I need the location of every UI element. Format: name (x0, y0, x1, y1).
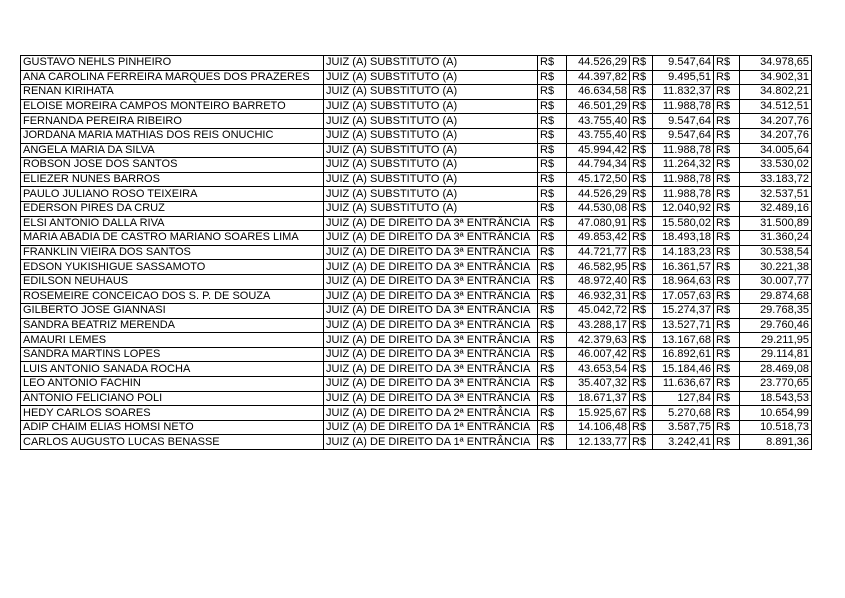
gross-value-cell: 46.007,42 (567, 347, 630, 362)
currency-cell: R$ (714, 435, 740, 450)
name-cell: EDILSON NEUHAUS (21, 274, 324, 289)
name-cell: GUSTAVO NEHLS PINHEIRO (21, 56, 324, 71)
currency-cell: R$ (714, 289, 740, 304)
role-cell: JUIZ (A) DE DIREITO DA 3ª ENTRÂNCIA (324, 289, 538, 304)
name-cell: AMAURI LEMES (21, 333, 324, 348)
name-cell: LEO ANTONIO FACHIN (21, 377, 324, 392)
deduction-value-cell: 11.636,67 (653, 377, 714, 392)
net-value-cell: 10.518,73 (740, 420, 812, 435)
name-cell: ANGELA MARIA DA SILVA (21, 143, 324, 158)
table-row (21, 158, 812, 173)
table-row (21, 245, 812, 260)
currency-cell: R$ (538, 245, 567, 260)
net-value-cell: 32.537,51 (740, 187, 812, 202)
currency-cell: R$ (714, 143, 740, 158)
currency-cell: R$ (630, 99, 653, 114)
gross-value-cell: 43.755,40 (567, 114, 630, 129)
table-row (21, 406, 812, 421)
net-value-cell: 23.770,65 (740, 377, 812, 392)
gross-value-cell: 49.853,42 (567, 231, 630, 246)
net-value-cell: 33.183,72 (740, 172, 812, 187)
net-value-cell: 30.221,38 (740, 260, 812, 275)
currency-cell: R$ (630, 347, 653, 362)
currency-cell: R$ (538, 216, 567, 231)
currency-cell: R$ (714, 260, 740, 275)
currency-cell: R$ (538, 260, 567, 275)
name-cell: MARIA ABADIA DE CASTRO MARIANO SOARES LIMA (21, 231, 324, 246)
name-cell: RENAN KIRIHATA (21, 85, 324, 100)
role-cell: JUIZ (A) DE DIREITO DA 3ª ENTRÂNCIA (324, 362, 538, 377)
name-cell: ADIP CHAIM ELIAS HOMSI NETO (21, 420, 324, 435)
currency-cell: R$ (538, 435, 567, 450)
currency-cell: R$ (714, 56, 740, 71)
currency-cell: R$ (538, 391, 567, 406)
gross-value-cell: 15.925,67 (567, 406, 630, 421)
currency-cell: R$ (538, 70, 567, 85)
name-cell: HEDY CARLOS SOARES (21, 406, 324, 421)
gross-value-cell: 44.721,77 (567, 245, 630, 260)
name-cell: LUIS ANTONIO SANADA ROCHA (21, 362, 324, 377)
table-row (21, 318, 812, 333)
net-value-cell: 34.207,76 (740, 114, 812, 129)
name-cell: SANDRA MARTINS LOPES (21, 347, 324, 362)
gross-value-cell: 43.653,54 (567, 362, 630, 377)
table-row (21, 128, 812, 143)
deduction-value-cell: 11.988,78 (653, 172, 714, 187)
currency-cell: R$ (630, 289, 653, 304)
name-cell: ROBSON JOSE DOS SANTOS (21, 158, 324, 173)
deduction-value-cell: 11.988,78 (653, 99, 714, 114)
table-row (21, 114, 812, 129)
deduction-value-cell: 9.547,64 (653, 128, 714, 143)
net-value-cell: 34.978,65 (740, 56, 812, 71)
currency-cell: R$ (630, 391, 653, 406)
currency-cell: R$ (714, 333, 740, 348)
currency-cell: R$ (630, 201, 653, 216)
currency-cell: R$ (714, 362, 740, 377)
table-row (21, 347, 812, 362)
currency-cell: R$ (630, 260, 653, 275)
role-cell: JUIZ (A) SUBSTITUTO (A) (324, 187, 538, 202)
currency-cell: R$ (538, 274, 567, 289)
deduction-value-cell: 12.040,92 (653, 201, 714, 216)
role-cell: JUIZ (A) DE DIREITO DA 3ª ENTRÂNCIA (324, 347, 538, 362)
role-cell: JUIZ (A) SUBSTITUTO (A) (324, 158, 538, 173)
role-cell: JUIZ (A) DE DIREITO DA 3ª ENTRÂNCIA (324, 333, 538, 348)
currency-cell: R$ (538, 377, 567, 392)
table-row (21, 304, 812, 319)
currency-cell: R$ (714, 172, 740, 187)
role-cell: JUIZ (A) DE DIREITO DA 3ª ENTRÂNCIA (324, 245, 538, 260)
role-cell: JUIZ (A) SUBSTITUTO (A) (324, 70, 538, 85)
net-value-cell: 29.760,46 (740, 318, 812, 333)
role-cell: JUIZ (A) SUBSTITUTO (A) (324, 114, 538, 129)
currency-cell: R$ (714, 274, 740, 289)
gross-value-cell: 46.582,95 (567, 260, 630, 275)
currency-cell: R$ (630, 304, 653, 319)
gross-value-cell: 44.397,82 (567, 70, 630, 85)
deduction-value-cell: 5.270,68 (653, 406, 714, 421)
currency-cell: R$ (630, 231, 653, 246)
deduction-value-cell: 16.892,61 (653, 347, 714, 362)
currency-cell: R$ (630, 216, 653, 231)
deduction-value-cell: 11.988,78 (653, 143, 714, 158)
gross-value-cell: 47.080,91 (567, 216, 630, 231)
table-row (21, 187, 812, 202)
net-value-cell: 29.768,35 (740, 304, 812, 319)
currency-cell: R$ (714, 201, 740, 216)
table-row (21, 172, 812, 187)
gross-value-cell: 45.172,50 (567, 172, 630, 187)
role-cell: JUIZ (A) SUBSTITUTO (A) (324, 85, 538, 100)
table-row (21, 231, 812, 246)
currency-cell: R$ (630, 333, 653, 348)
role-cell: JUIZ (A) SUBSTITUTO (A) (324, 172, 538, 187)
currency-cell: R$ (538, 347, 567, 362)
currency-cell: R$ (714, 85, 740, 100)
deduction-value-cell: 127,84 (653, 391, 714, 406)
gross-value-cell: 18.671,37 (567, 391, 630, 406)
currency-cell: R$ (630, 420, 653, 435)
currency-cell: R$ (538, 420, 567, 435)
currency-cell: R$ (714, 187, 740, 202)
net-value-cell: 34.512,51 (740, 99, 812, 114)
table-row (21, 333, 812, 348)
deduction-value-cell: 15.274,37 (653, 304, 714, 319)
gross-value-cell: 44.794,34 (567, 158, 630, 173)
currency-cell: R$ (538, 318, 567, 333)
gross-value-cell: 44.526,29 (567, 187, 630, 202)
currency-cell: R$ (538, 99, 567, 114)
table-row (21, 420, 812, 435)
role-cell: JUIZ (A) DE DIREITO DA 3ª ENTRÂNCIA (324, 304, 538, 319)
currency-cell: R$ (714, 304, 740, 319)
currency-cell: R$ (714, 406, 740, 421)
currency-cell: R$ (630, 406, 653, 421)
name-cell: JORDANA MARIA MATHIAS DOS REIS ONUCHIC (21, 128, 324, 143)
table-row (21, 143, 812, 158)
currency-cell: R$ (714, 377, 740, 392)
role-cell: JUIZ (A) SUBSTITUTO (A) (324, 99, 538, 114)
table-row (21, 289, 812, 304)
table-row (21, 56, 812, 71)
net-value-cell: 31.360,24 (740, 231, 812, 246)
gross-value-cell: 42.379,63 (567, 333, 630, 348)
role-cell: JUIZ (A) DE DIREITO DA 1ª ENTRÂNCIA (324, 435, 538, 450)
net-value-cell: 18.543,53 (740, 391, 812, 406)
name-cell: GILBERTO JOSE GIANNASI (21, 304, 324, 319)
gross-value-cell: 35.407,32 (567, 377, 630, 392)
deduction-value-cell: 3.587,75 (653, 420, 714, 435)
role-cell: JUIZ (A) DE DIREITO DA 2ª ENTRÂNCIA (324, 406, 538, 421)
currency-cell: R$ (714, 420, 740, 435)
deduction-value-cell: 9.547,64 (653, 56, 714, 71)
deduction-value-cell: 15.184,46 (653, 362, 714, 377)
table-row (21, 260, 812, 275)
net-value-cell: 31.500,89 (740, 216, 812, 231)
name-cell: FRANKLIN VIEIRA DOS SANTOS (21, 245, 324, 260)
name-cell: PAULO JULIANO ROSO TEIXEIRA (21, 187, 324, 202)
currency-cell: R$ (538, 304, 567, 319)
name-cell: ANTONIO FELICIANO POLI (21, 391, 324, 406)
role-cell: JUIZ (A) SUBSTITUTO (A) (324, 128, 538, 143)
currency-cell: R$ (630, 274, 653, 289)
gross-value-cell: 46.501,29 (567, 99, 630, 114)
name-cell: ROSEMEIRE CONCEICAO DOS S. P. DE SOUZA (21, 289, 324, 304)
currency-cell: R$ (630, 56, 653, 71)
net-value-cell: 28.469,08 (740, 362, 812, 377)
name-cell: FERNANDA PEREIRA RIBEIRO (21, 114, 324, 129)
currency-cell: R$ (714, 99, 740, 114)
currency-cell: R$ (538, 187, 567, 202)
payroll-table (20, 55, 812, 450)
table-row (21, 391, 812, 406)
role-cell: JUIZ (A) DE DIREITO DA 3ª ENTRÂNCIA (324, 216, 538, 231)
net-value-cell: 34.005,64 (740, 143, 812, 158)
currency-cell: R$ (538, 201, 567, 216)
currency-cell: R$ (714, 70, 740, 85)
currency-cell: R$ (630, 85, 653, 100)
net-value-cell: 29.114,81 (740, 347, 812, 362)
currency-cell: R$ (538, 362, 567, 377)
currency-cell: R$ (630, 70, 653, 85)
table-row (21, 70, 812, 85)
currency-cell: R$ (714, 216, 740, 231)
net-value-cell: 33.530,02 (740, 158, 812, 173)
name-cell: ELIEZER NUNES BARROS (21, 172, 324, 187)
role-cell: JUIZ (A) SUBSTITUTO (A) (324, 201, 538, 216)
currency-cell: R$ (630, 435, 653, 450)
gross-value-cell: 48.972,40 (567, 274, 630, 289)
name-cell: ANA CAROLINA FERREIRA MARQUES DOS PRAZERES (21, 70, 324, 85)
net-value-cell: 10.654,99 (740, 406, 812, 421)
net-value-cell: 32.489,16 (740, 201, 812, 216)
table-row (21, 362, 812, 377)
name-cell: SANDRA BEATRIZ MERENDA (21, 318, 324, 333)
role-cell: JUIZ (A) DE DIREITO DA 3ª ENTRÂNCIA (324, 274, 538, 289)
currency-cell: R$ (630, 128, 653, 143)
gross-value-cell: 12.133,77 (567, 435, 630, 450)
currency-cell: R$ (714, 231, 740, 246)
currency-cell: R$ (714, 128, 740, 143)
deduction-value-cell: 11.988,78 (653, 187, 714, 202)
role-cell: JUIZ (A) DE DIREITO DA 1ª ENTRÂNCIA (324, 420, 538, 435)
name-cell: CARLOS AUGUSTO LUCAS BENASSE (21, 435, 324, 450)
deduction-value-cell: 11.264,32 (653, 158, 714, 173)
currency-cell: R$ (630, 377, 653, 392)
table-row (21, 85, 812, 100)
deduction-value-cell: 9.495,51 (653, 70, 714, 85)
currency-cell: R$ (714, 114, 740, 129)
deduction-value-cell: 16.361,57 (653, 260, 714, 275)
table-body (21, 56, 812, 450)
currency-cell: R$ (538, 85, 567, 100)
table-row (21, 377, 812, 392)
role-cell: JUIZ (A) SUBSTITUTO (A) (324, 143, 538, 158)
net-value-cell: 29.874,68 (740, 289, 812, 304)
currency-cell: R$ (630, 318, 653, 333)
deduction-value-cell: 18.964,63 (653, 274, 714, 289)
table-row (21, 216, 812, 231)
deduction-value-cell: 3.242,41 (653, 435, 714, 450)
currency-cell: R$ (538, 289, 567, 304)
gross-value-cell: 43.755,40 (567, 128, 630, 143)
currency-cell: R$ (714, 245, 740, 260)
currency-cell: R$ (630, 143, 653, 158)
gross-value-cell: 46.634,58 (567, 85, 630, 100)
currency-cell: R$ (630, 172, 653, 187)
currency-cell: R$ (630, 187, 653, 202)
net-value-cell: 30.538,54 (740, 245, 812, 260)
deduction-value-cell: 17.057,63 (653, 289, 714, 304)
currency-cell: R$ (538, 56, 567, 71)
table-row (21, 99, 812, 114)
net-value-cell: 34.207,76 (740, 128, 812, 143)
gross-value-cell: 43.288,17 (567, 318, 630, 333)
net-value-cell: 34.902,31 (740, 70, 812, 85)
currency-cell: R$ (538, 231, 567, 246)
currency-cell: R$ (538, 172, 567, 187)
name-cell: ELOISE MOREIRA CAMPOS MONTEIRO BARRETO (21, 99, 324, 114)
name-cell: EDSON YUKISHIGUE SASSAMOTO (21, 260, 324, 275)
currency-cell: R$ (714, 391, 740, 406)
deduction-value-cell: 9.547,64 (653, 114, 714, 129)
net-value-cell: 34.802,21 (740, 85, 812, 100)
gross-value-cell: 14.106,48 (567, 420, 630, 435)
role-cell: JUIZ (A) DE DIREITO DA 3ª ENTRÂNCIA (324, 377, 538, 392)
role-cell: JUIZ (A) DE DIREITO DA 3ª ENTRÂNCIA (324, 391, 538, 406)
net-value-cell: 29.211,95 (740, 333, 812, 348)
deduction-value-cell: 14.183,23 (653, 245, 714, 260)
gross-value-cell: 44.530,08 (567, 201, 630, 216)
role-cell: JUIZ (A) SUBSTITUTO (A) (324, 56, 538, 71)
net-value-cell: 30.007,77 (740, 274, 812, 289)
currency-cell: R$ (714, 158, 740, 173)
currency-cell: R$ (538, 158, 567, 173)
role-cell: JUIZ (A) DE DIREITO DA 3ª ENTRÂNCIA (324, 260, 538, 275)
table-row (21, 274, 812, 289)
currency-cell: R$ (538, 406, 567, 421)
currency-cell: R$ (538, 114, 567, 129)
deduction-value-cell: 18.493,18 (653, 231, 714, 246)
gross-value-cell: 46.932,31 (567, 289, 630, 304)
currency-cell: R$ (630, 114, 653, 129)
table-row (21, 201, 812, 216)
currency-cell: R$ (630, 245, 653, 260)
currency-cell: R$ (714, 347, 740, 362)
name-cell: ELSI ANTONIO DALLA RIVA (21, 216, 324, 231)
currency-cell: R$ (630, 362, 653, 377)
deduction-value-cell: 13.527,71 (653, 318, 714, 333)
currency-cell: R$ (714, 318, 740, 333)
currency-cell: R$ (538, 143, 567, 158)
net-value-cell: 8.891,36 (740, 435, 812, 450)
deduction-value-cell: 15.580,02 (653, 216, 714, 231)
deduction-value-cell: 13.167,68 (653, 333, 714, 348)
table-row (21, 435, 812, 450)
currency-cell: R$ (538, 128, 567, 143)
role-cell: JUIZ (A) DE DIREITO DA 3ª ENTRÂNCIA (324, 318, 538, 333)
deduction-value-cell: 11.832,37 (653, 85, 714, 100)
name-cell: EDERSON PIRES DA CRUZ (21, 201, 324, 216)
gross-value-cell: 45.042,72 (567, 304, 630, 319)
role-cell: JUIZ (A) DE DIREITO DA 3ª ENTRÂNCIA (324, 231, 538, 246)
gross-value-cell: 45.994,42 (567, 143, 630, 158)
currency-cell: R$ (538, 333, 567, 348)
currency-cell: R$ (630, 158, 653, 173)
gross-value-cell: 44.526,29 (567, 56, 630, 71)
